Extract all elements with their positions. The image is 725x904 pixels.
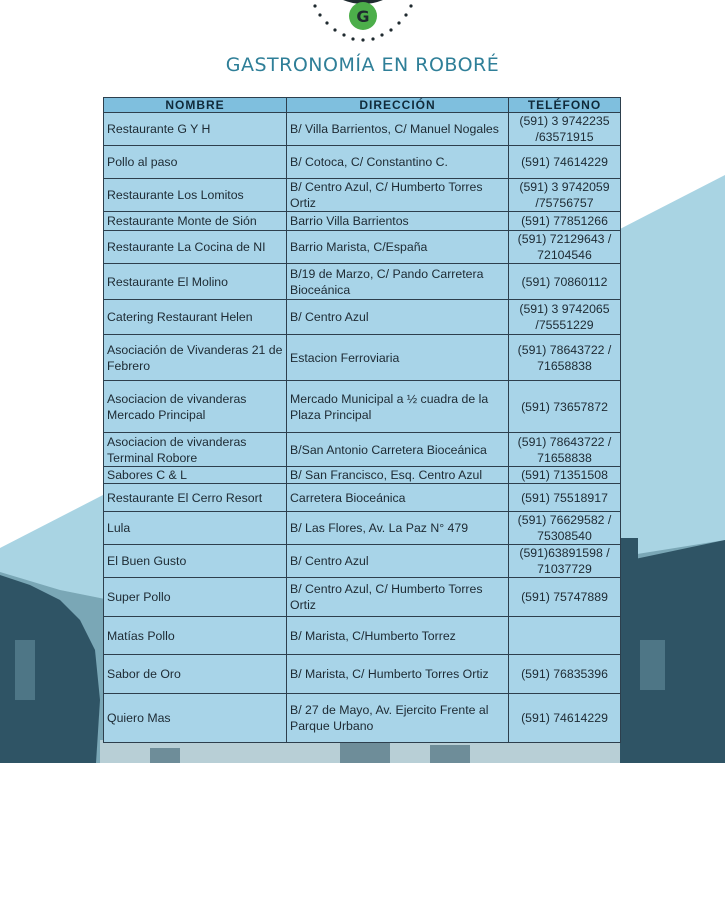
table-row (104, 212, 621, 231)
restaurant-phone: (591) 3 9742235 /63571915 (509, 113, 621, 146)
restaurant-name: Restaurante El Molino (104, 264, 287, 300)
table-row (104, 146, 621, 179)
restaurant-address: B/ Cotoca, C/ Constantino C. (287, 146, 509, 179)
restaurant-address: B/ Centro Azul (287, 545, 509, 578)
table-row (104, 231, 621, 264)
table-row (104, 578, 621, 617)
restaurant-address: Carretera Bioceánica (287, 484, 509, 512)
restaurant-name: Asociacion de vivanderas Mercado Principal (104, 381, 287, 433)
restaurant-address: B/19 de Marzo, C/ Pando Carretera Bioceánica (287, 264, 509, 300)
restaurant-address: B/ Marista, C/Humberto Torrez (287, 617, 509, 655)
table-row (104, 467, 621, 484)
table-row (104, 381, 621, 433)
logo-letter: G (356, 7, 370, 26)
restaurant-phone: (591) 3 9742059 /75756757 (509, 179, 621, 212)
table-row (104, 113, 621, 146)
table-row (104, 545, 621, 578)
restaurant-phone: (591) 78643722 / 71658838 (509, 335, 621, 381)
logo-badge (311, 0, 415, 42)
restaurant-phone: (591) 76835396 (509, 655, 621, 694)
restaurant-name: Super Pollo (104, 578, 287, 617)
table-row (104, 694, 621, 743)
restaurant-phone: (591) 77851266 (509, 212, 621, 231)
table-row (104, 264, 621, 300)
restaurant-name: Asociacion de vivanderas Terminal Robore (104, 433, 287, 467)
restaurant-name: Restaurante La Cocina de NI (104, 231, 287, 264)
restaurant-phone: (591) 75747889 (509, 578, 621, 617)
restaurant-address: B/ Marista, C/ Humberto Torres Ortiz (287, 655, 509, 694)
header-address: DIRECCIÓN (287, 98, 509, 113)
restaurant-phone: (591) 74614229 (509, 146, 621, 179)
restaurant-name: Restaurante El Cerro Resort (104, 484, 287, 512)
table-row (104, 179, 621, 212)
restaurant-phone: (591)63891598 / 71037729 (509, 545, 621, 578)
restaurant-name: Restaurante G Y H (104, 113, 287, 146)
table-row (104, 484, 621, 512)
table-row (104, 335, 621, 381)
page-title: GASTRONOMÍA EN ROBORÉ (225, 54, 500, 76)
restaurant-table (103, 97, 621, 743)
table-row (104, 617, 621, 655)
restaurant-address: Barrio Marista, C/España (287, 231, 509, 264)
restaurant-address: B/ Centro Azul (287, 300, 509, 335)
restaurant-address: B/ Las Flores, Av. La Paz N° 479 (287, 512, 509, 545)
header-phone: TELÉFONO (509, 98, 621, 113)
restaurant-address: B/ 27 de Mayo, Av. Ejercito Frente al Parque Urbano (287, 694, 509, 743)
restaurant-phone: (591) 73657872 (509, 381, 621, 433)
restaurant-address: B/ Villa Barrientos, C/ Manuel Nogales (287, 113, 509, 146)
restaurant-name: Sabores C & L (104, 467, 287, 484)
restaurant-name: Pollo al paso (104, 146, 287, 179)
restaurant-phone (509, 617, 621, 655)
header-name: NOMBRE (104, 98, 287, 113)
restaurant-address: Barrio Villa Barrientos (287, 212, 509, 231)
restaurant-phone: (591) 3 9742065 /75551229 (509, 300, 621, 335)
table-row (104, 433, 621, 467)
table-row (104, 300, 621, 335)
restaurant-address: B/San Antonio Carretera Bioceánica (287, 433, 509, 467)
restaurant-phone: (591) 72129643 / 72104546 (509, 231, 621, 264)
restaurant-name: Matías Pollo (104, 617, 287, 655)
restaurant-address: Mercado Municipal a ½ cuadra de la Plaza Principal (287, 381, 509, 433)
restaurant-address: B/ Centro Azul, C/ Humberto Torres Ortiz (287, 179, 509, 212)
restaurant-name: Lula (104, 512, 287, 545)
restaurant-address: B/ San Francisco, Esq. Centro Azul (287, 467, 509, 484)
restaurant-name: Asociación de Vivanderas 21 de Febrero (104, 335, 287, 381)
restaurant-phone: (591) 76629582 / 75308540 (509, 512, 621, 545)
table-row (104, 655, 621, 694)
restaurant-phone: (591) 74614229 (509, 694, 621, 743)
restaurant-name: Restaurante Los Lomitos (104, 179, 287, 212)
table-row (104, 512, 621, 545)
restaurant-phone: (591) 70860112 (509, 264, 621, 300)
restaurant-name: Catering Restaurant Helen (104, 300, 287, 335)
restaurant-name: El Buen Gusto (104, 545, 287, 578)
restaurant-phone: (591) 78643722 / 71658838 (509, 433, 621, 467)
restaurant-phone: (591) 75518917 (509, 484, 621, 512)
table-header-row (104, 98, 621, 113)
restaurant-address: B/ Centro Azul, C/ Humberto Torres Ortiz (287, 578, 509, 617)
restaurant-name: Restaurante Monte de Sión (104, 212, 287, 231)
restaurant-phone: (591) 71351508 (509, 467, 621, 484)
restaurant-address: Estacion Ferroviaria (287, 335, 509, 381)
restaurant-name: Quiero Mas (104, 694, 287, 743)
restaurant-name: Sabor de Oro (104, 655, 287, 694)
